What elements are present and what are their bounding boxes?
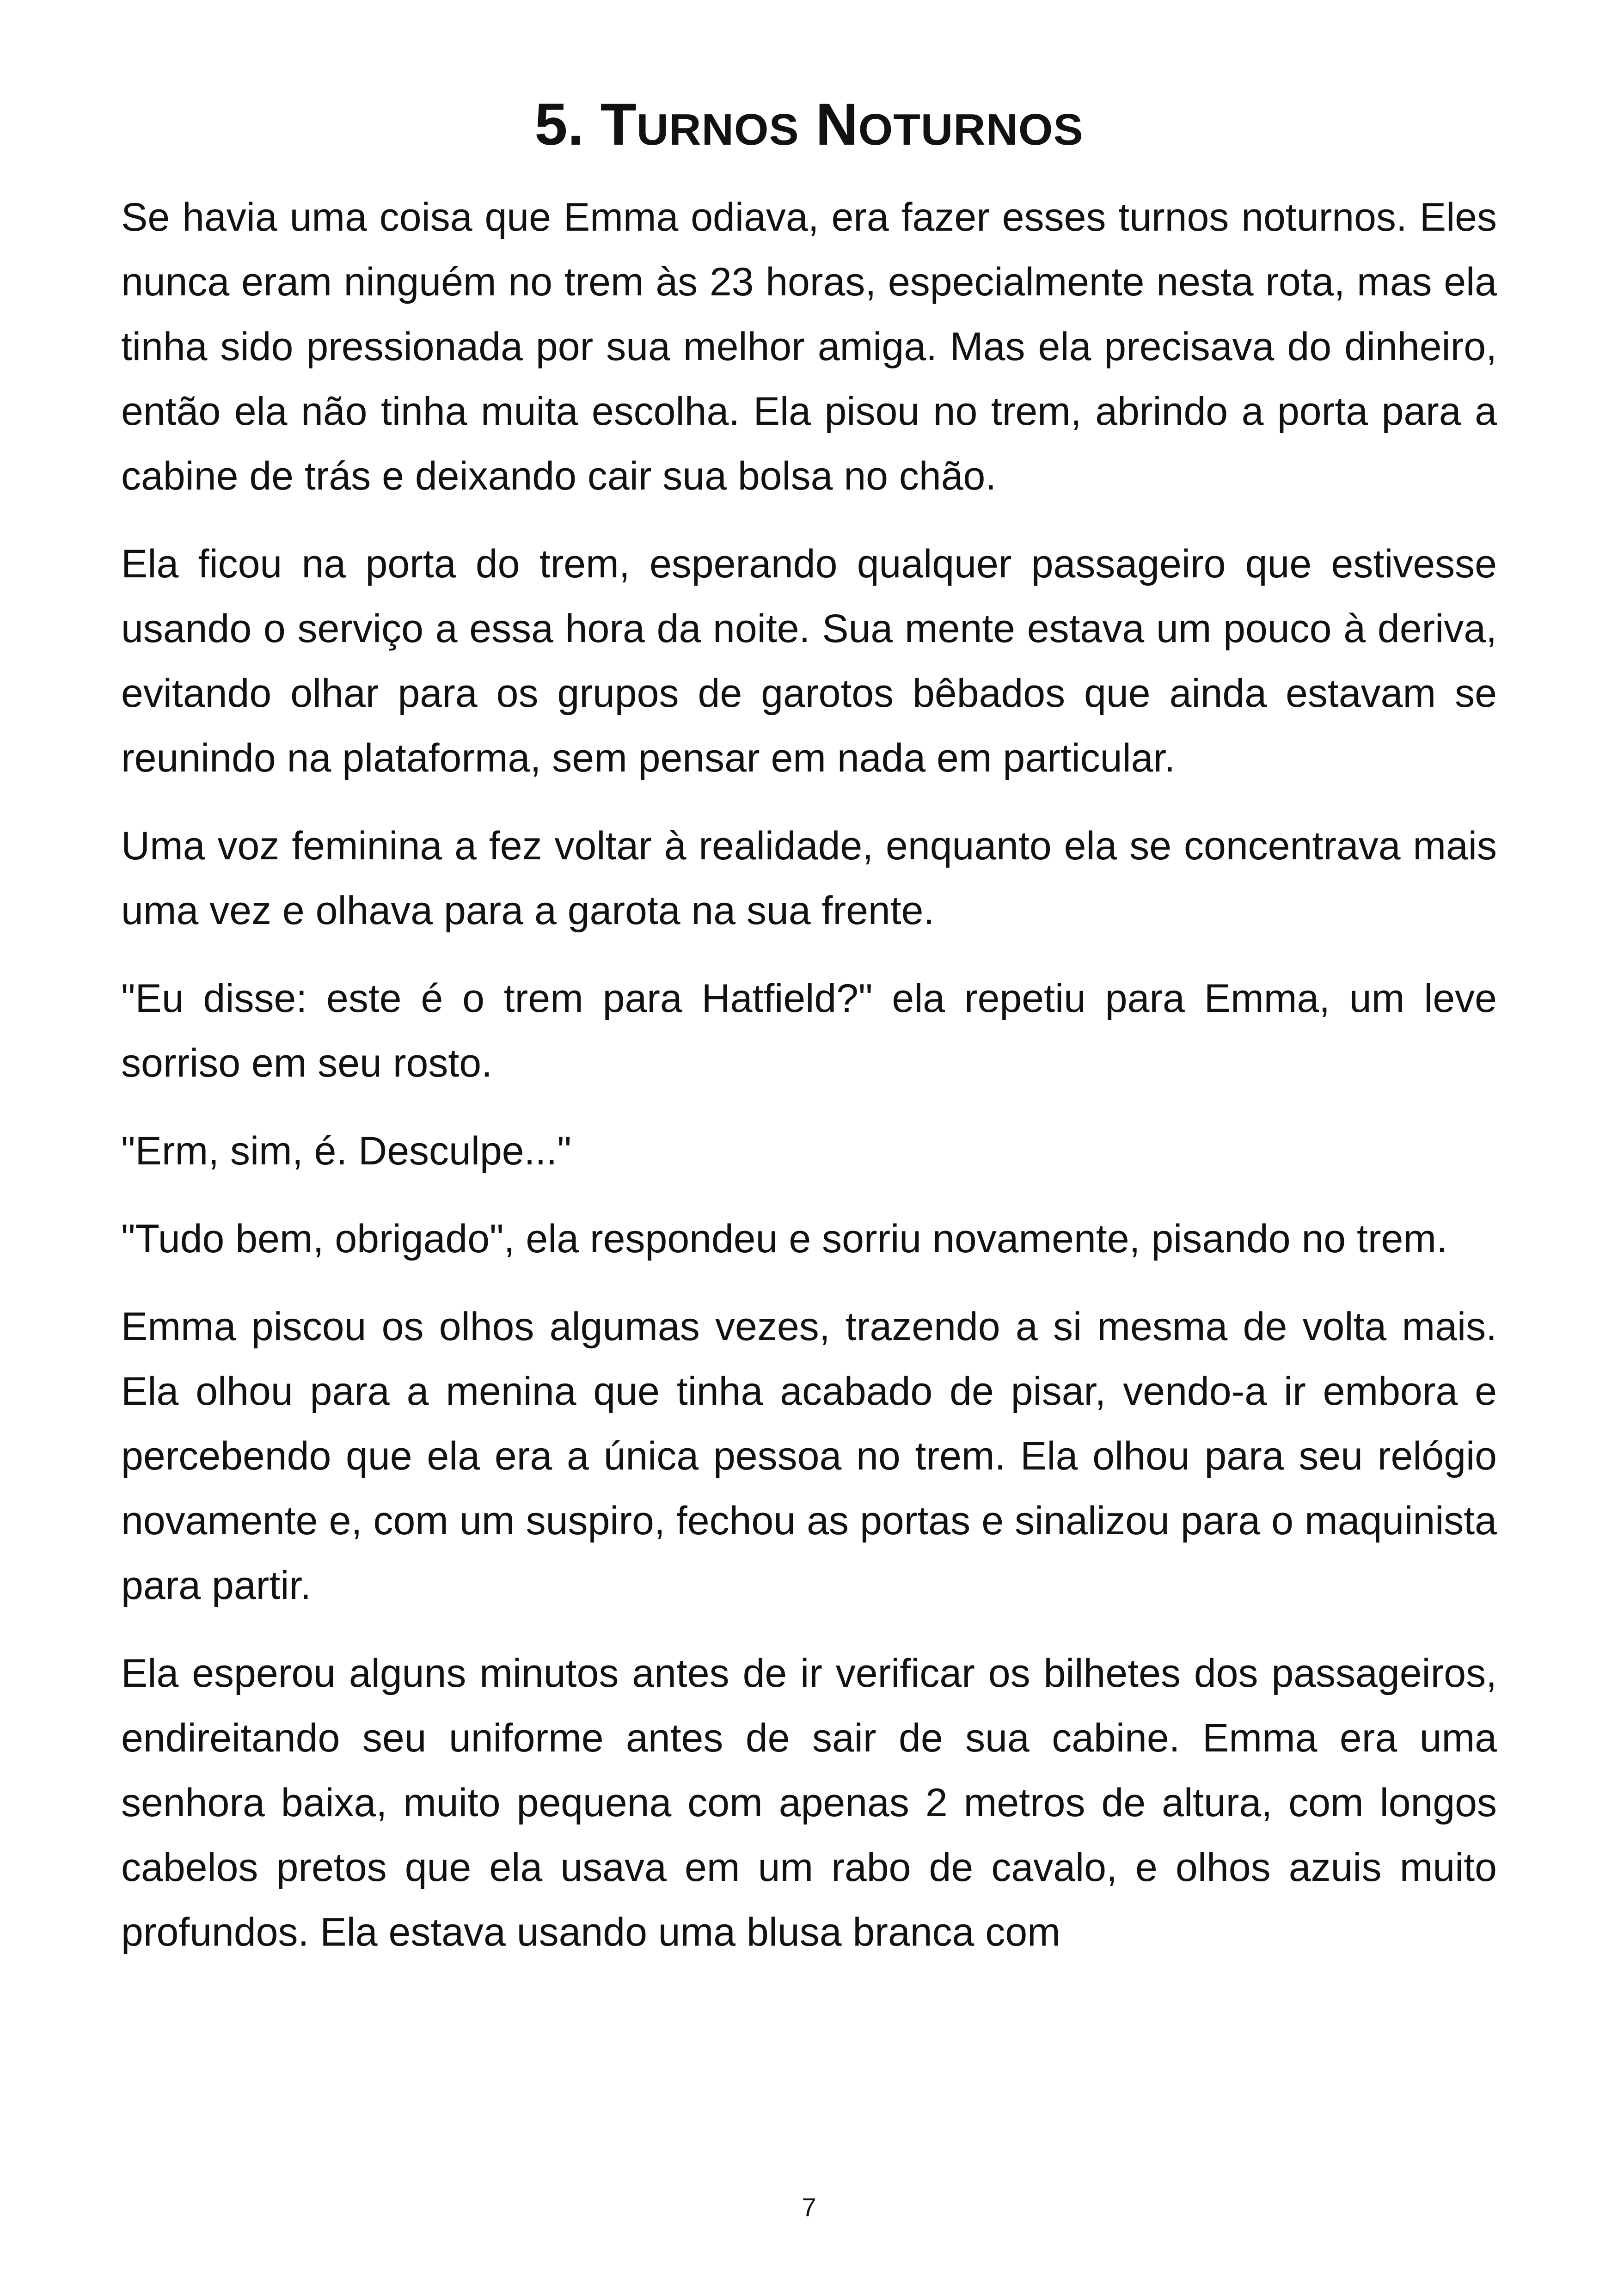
page-number: 7 [802, 2192, 816, 2222]
chapter-number: 5. [534, 92, 584, 158]
paragraph: Ela esperou alguns minutos antes de ir verificar os bilhetes dos passageiros, endireitando seu uniforme antes de sair de sua cabine. Emma era uma senhora baixa, muito pequena com apenas 2 metros de altura, com longos cabelos pretos que ela usava em um rabo de cavalo, e olhos azuis muito profundos. Ela estava usando uma blusa branca com [121, 1651, 1497, 1954]
paragraph: "Eu disse: este é o trem para Hatfield?" ela repetiu para Emma, um leve sorriso em seu rosto. [121, 976, 1497, 1085]
chapter-title-word2-rest: OTURNOS [858, 105, 1084, 154]
chapter-title-word1-rest: URNOS [636, 105, 799, 154]
body-text [121, 185, 1497, 1988]
chapter-title-word1-initial: T [600, 92, 637, 158]
chapter-title [0, 88, 1618, 167]
paragraph: Se havia uma coisa que Emma odiava, era fazer esses turnos noturnos. Eles nunca eram ninguém no trem às 23 horas, especialmente nesta rota, mas ela tinha sido pressionada por sua melhor amiga. Mas ela precisava do dinheiro, então ela não tinha muita escolha. Ela pisou no trem, abrindo a porta para a cabine de trás e deixando cair sua bolsa no chão. [121, 195, 1497, 498]
chapter-title-word2-initial: N [815, 92, 858, 158]
paragraph: "Tudo bem, obrigado", ela respondeu e sorriu novamente, pisando no trem. [121, 1217, 1447, 1261]
paragraph: "Erm, sim, é. Desculpe..." [121, 1129, 571, 1173]
paragraph: Uma voz feminina a fez voltar à realidade, enquanto ela se concentrava mais uma vez e olhava para a garota na sua frente. [121, 824, 1497, 933]
paragraph: Emma piscou os olhos algumas vezes, trazendo a si mesma de volta mais. Ela olhou para a menina que tinha acabado de pisar, vendo-a ir embora e percebendo que ela era a única pessoa no trem. Ela olhou para seu relógio novamente e, com um suspiro, fechou as portas e sinalizou para o maquinista para partir. [121, 1304, 1497, 1608]
paragraph: Ela ficou na porta do trem, esperando qualquer passageiro que estivesse usando o serviço a essa hora da noite. Sua mente estava um pouco à deriva, evitando olhar para os grupos de garotos bêbados que ainda estavam se reunindo na plataforma, sem pensar em nada em particular. [121, 542, 1497, 780]
